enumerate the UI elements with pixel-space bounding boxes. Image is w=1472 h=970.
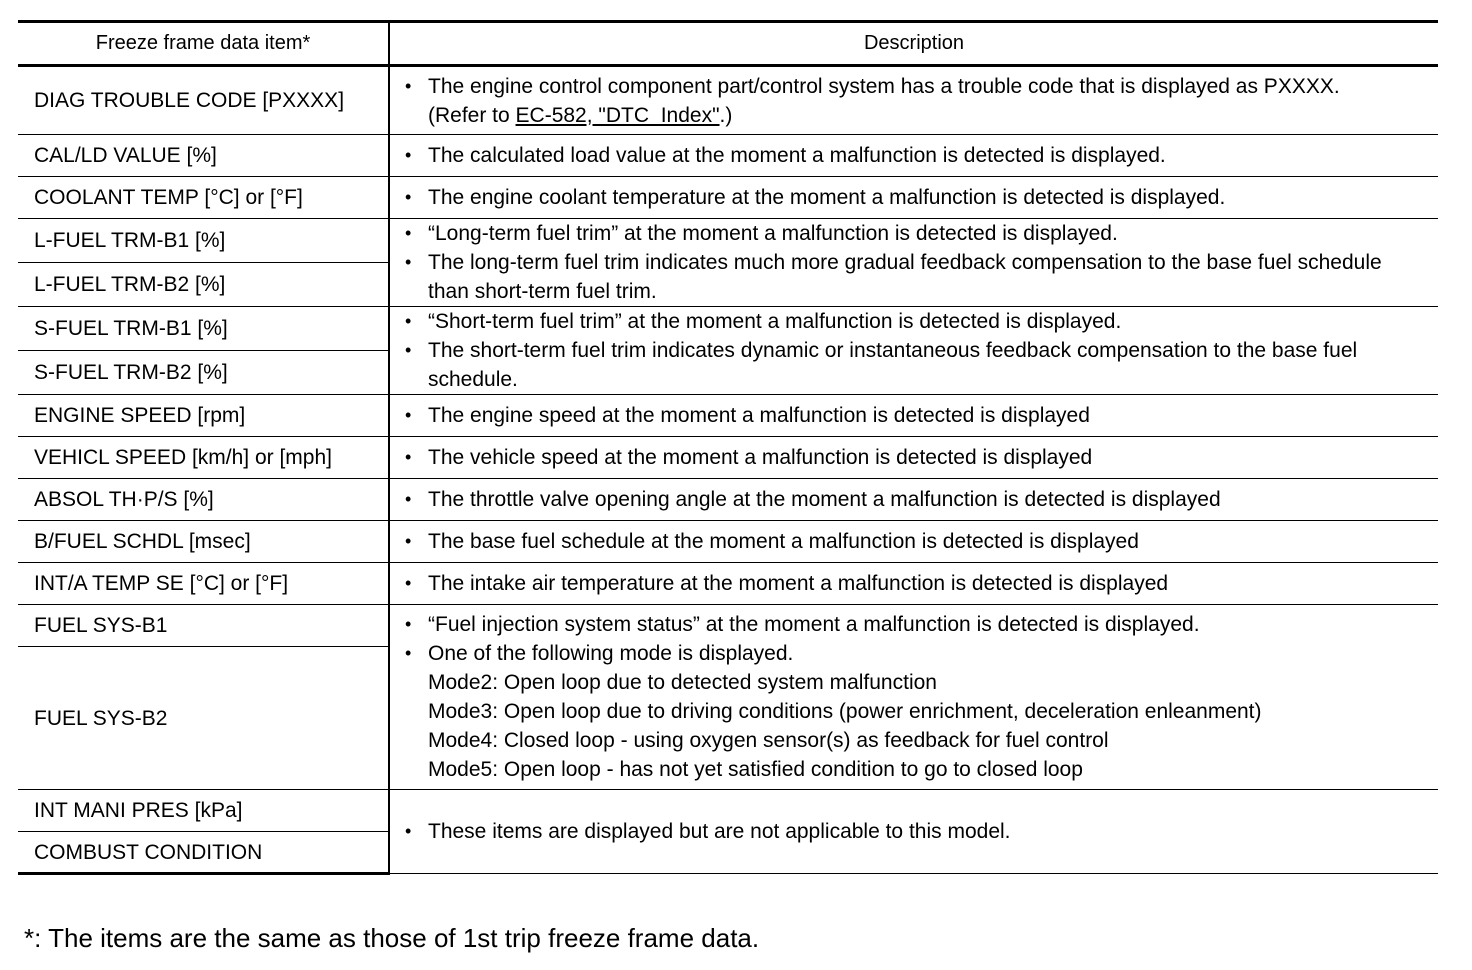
description-cell	[389, 219, 1438, 307]
table-row	[18, 307, 1438, 351]
bullet-icon: •	[405, 821, 412, 841]
list-item: • The intake air temperature at the moment a malfunction is detected is displayed	[402, 569, 1428, 598]
description-cell	[389, 479, 1438, 521]
table-row	[18, 521, 1438, 563]
item-engine-speed: ENGINE SPEED [rpm]	[18, 395, 389, 437]
item-s-fuel-trm-b2: S-FUEL TRM-B2 [%]	[18, 351, 389, 395]
list-item: • “Short-term fuel trim” at the moment a malfunction is detected is displayed.	[402, 307, 1428, 336]
description-cell	[389, 66, 1438, 135]
description-cell	[389, 395, 1438, 437]
list-item: • These items are displayed but are not applicable to this model.	[402, 817, 1428, 846]
bullet-icon: •	[405, 573, 412, 593]
item-fuel-sys-b2: FUEL SYS-B2	[18, 647, 389, 790]
description-cell	[389, 605, 1438, 790]
item-coolant-temp: COOLANT TEMP [°C] or [°F]	[18, 177, 389, 219]
table-row	[18, 395, 1438, 437]
item-cal-ld-value: CAL/LD VALUE [%]	[18, 135, 389, 177]
table-row	[18, 437, 1438, 479]
description-cell	[389, 521, 1438, 563]
table-row	[18, 219, 1438, 263]
list-item: • “Long-term fuel trim” at the moment a malfunction is detected is displayed.	[402, 219, 1428, 248]
bullet-icon: •	[405, 145, 412, 165]
description-cell	[389, 563, 1438, 605]
description-cell	[389, 790, 1438, 874]
bullet-icon: •	[405, 447, 412, 467]
item-absol-th-ps: ABSOL TH·P/S [%]	[18, 479, 389, 521]
footnote: *: The items are the same as those of 1st trip freeze frame data.	[24, 923, 760, 953]
list-item: • One of the following mode is displayed.	[402, 639, 1428, 668]
bullet-icon: •	[405, 489, 412, 509]
bullet-icon: •	[405, 223, 412, 243]
table-row	[18, 605, 1438, 647]
mode-3-line: Mode3: Open loop due to driving conditions (power enrichment, deceleration enleanment)	[428, 700, 1262, 723]
header-item: Freeze frame data item*	[18, 22, 389, 66]
description-cell	[389, 135, 1438, 177]
table-header-row	[18, 22, 1438, 66]
item-b-fuel-schdl: B/FUEL SCHDL [msec]	[18, 521, 389, 563]
bullet-icon: •	[405, 405, 412, 425]
bullet-icon: •	[405, 614, 412, 634]
bullet-icon: •	[405, 311, 412, 331]
bullet-icon: •	[405, 531, 412, 551]
list-item: • The engine control component part/control system has a trouble code that is displayed as PXXXX. (Refer to EC-582, "DTC_Index".)	[402, 72, 1428, 130]
list-item: • The vehicle speed at the moment a malfunction is detected is displayed	[402, 443, 1428, 472]
table-row	[18, 66, 1438, 135]
table-row	[18, 563, 1438, 605]
list-item: • The base fuel schedule at the moment a malfunction is detected is displayed	[402, 527, 1428, 556]
bullet-icon: •	[405, 252, 412, 272]
mode-4-line: Mode4: Closed loop - using oxygen sensor(s) as feedback for fuel control	[428, 729, 1109, 752]
item-int-mani-pres: INT MANI PRES [kPa]	[18, 790, 389, 832]
bullet-icon: •	[405, 187, 412, 207]
dtc-index-link[interactable]: EC-582, "DTC_Index"	[515, 103, 720, 127]
item-combust-condition: COMBUST CONDITION	[18, 832, 389, 874]
item-fuel-sys-b1: FUEL SYS-B1	[18, 605, 389, 647]
freeze-frame-table	[18, 20, 1438, 875]
list-item: • The calculated load value at the moment a malfunction is detected is displayed.	[402, 141, 1428, 170]
bullet-icon: •	[405, 643, 412, 663]
table-row	[18, 177, 1438, 219]
table-row	[18, 135, 1438, 177]
item-s-fuel-trm-b1: S-FUEL TRM-B1 [%]	[18, 307, 389, 351]
item-vehicle-speed: VEHICL SPEED [km/h] or [mph]	[18, 437, 389, 479]
description-cell	[389, 307, 1438, 395]
list-item: • The engine speed at the moment a malfunction is detected is displayed	[402, 401, 1428, 430]
freeze-frame-table-wrapper	[18, 20, 1438, 875]
bullet-icon: •	[405, 340, 412, 360]
list-item: • “Fuel injection system status” at the moment a malfunction is detected is displayed.	[402, 610, 1428, 639]
list-item: • The engine coolant temperature at the moment a malfunction is detected is displayed.	[402, 183, 1428, 212]
mode-2-line: Mode2: Open loop due to detected system malfunction	[428, 671, 937, 694]
item-l-fuel-trm-b2: L-FUEL TRM-B2 [%]	[18, 263, 389, 307]
description-cell	[389, 437, 1438, 479]
item-l-fuel-trm-b1: L-FUEL TRM-B1 [%]	[18, 219, 389, 263]
description-cell	[389, 177, 1438, 219]
list-item: • The throttle valve opening angle at the moment a malfunction is detected is displayed	[402, 485, 1428, 514]
item-int-a-temp-se: INT/A TEMP SE [°C] or [°F]	[18, 563, 389, 605]
table-row	[18, 479, 1438, 521]
list-item: • The long-term fuel trim indicates much more gradual feedback compensation to the base fuel schedule than short-term fuel trim.	[402, 248, 1428, 306]
mode-5-line: Mode5: Open loop - has not yet satisfied condition to go to closed loop	[428, 758, 1083, 781]
bullet-icon: •	[405, 75, 412, 96]
item-diag-trouble-code: DIAG TROUBLE CODE [PXXXX]	[18, 66, 389, 135]
table-row	[18, 790, 1438, 832]
list-item: • The short-term fuel trim indicates dynamic or instantaneous feedback compensation to the base fuel schedule.	[402, 336, 1428, 394]
header-description: Description	[389, 22, 1438, 66]
